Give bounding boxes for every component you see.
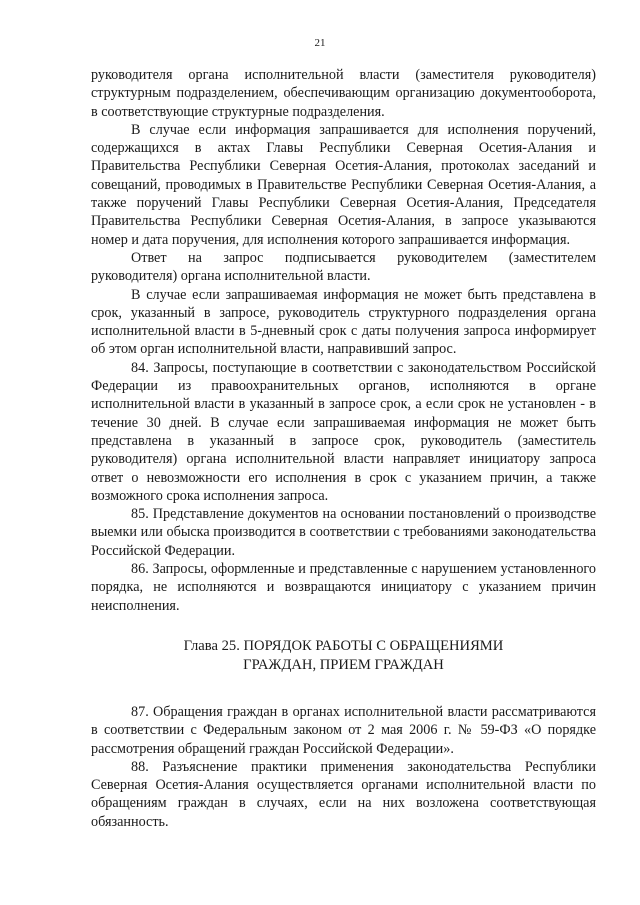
paragraph-continuation: руководителя органа исполнительной власти (заместителя руководителя) структурным подразделением, обеспечивающим организацию документооборота, в соответствующие структурные подразделения. xyxy=(91,67,596,120)
paragraph-item-86: 86. Запросы, оформленные и представленные с нарушением установленного порядка, не исполняются и возвращаются инициатору с указанием причин неисполнения. xyxy=(91,561,596,614)
paragraph-reply-signature: Ответ на запрос подписывается руководителем (заместителем руководителя) органа исполнительной власти. xyxy=(91,249,596,285)
paragraph-item-84: 84. Запросы, поступающие в соответствии с законодательством Российской Федерации из правоохранительных органов, исполняются в органе исполнительной власти в указанный в запросе срок, а если срок не установлен - в течение 30 дней. В случае если запрашиваемая информация не может быть представлена в указанный в запросе срок, руководитель (заместитель руководителя) органа исполнительной власти направляет инициатору запроса ответ о невозможности его исполнения в срок с указанием причин, а также возможного срока исполнения запроса. xyxy=(91,359,596,504)
page-number: 21 xyxy=(314,37,326,49)
paragraph-item-88: 88. Разъяснение практики применения законодательства Республики Северная Осетия-Алания осуществляется органами исполнительной власти по обращениям граждан в случаях, если на них возложена соответствующая обязанность. xyxy=(91,758,596,830)
paragraph-deadline-notice: В случае если запрашиваемая информация не может быть представлена в срок, указанный в запросе, руководитель структурного подразделения органа исполнительной власти в 5-дневный срок с даты получения запроса информирует об этом орган исполнительной власти, направивший запрос. xyxy=(91,286,596,358)
paragraphs-after-chapter xyxy=(91,703,596,831)
chapter-title xyxy=(91,637,596,675)
paragraph-item-85: 85. Представление документов на основании постановлений о производстве выемки или обыска производится в соответствии с требованиями законодательства Российской Федерации. xyxy=(91,506,596,559)
chapter-title-line-2: ГРАЖДАН, ПРИЕМ ГРАЖДАН xyxy=(243,656,444,673)
paragraph-item-87: 87. Обращения граждан в органах исполнительной власти рассматриваются в соответствии с Федеральным законом от 2 мая 2006 г. № 59-ФЗ «О порядке рассмотрения обращений граждан Российской Федерации». xyxy=(91,703,596,757)
paragraphs-before-chapter xyxy=(91,66,596,615)
chapter-title-line-1: Глава 25. ПОРЯДОК РАБОТЫ С ОБРАЩЕНИЯМИ xyxy=(183,637,504,654)
paragraph-instructions-info: В случае если информация запрашивается для исполнения поручений, содержащихся в актах Главы Республики Северная Осетия-Алания и Правительства Республики Северная Осетия-Алания, протоколах заседаний и совещаний, проводимых в Правительстве Республики Северная Осетия-Алания, а также поручений Главы Республики Северная Осетия-Алания, Председателя Правительства Республики Северная Осетия-Алания, в запросе указываются номер и дата поручения, для исполнения которого запрашивается информация. xyxy=(91,121,596,248)
document-body xyxy=(91,66,596,831)
